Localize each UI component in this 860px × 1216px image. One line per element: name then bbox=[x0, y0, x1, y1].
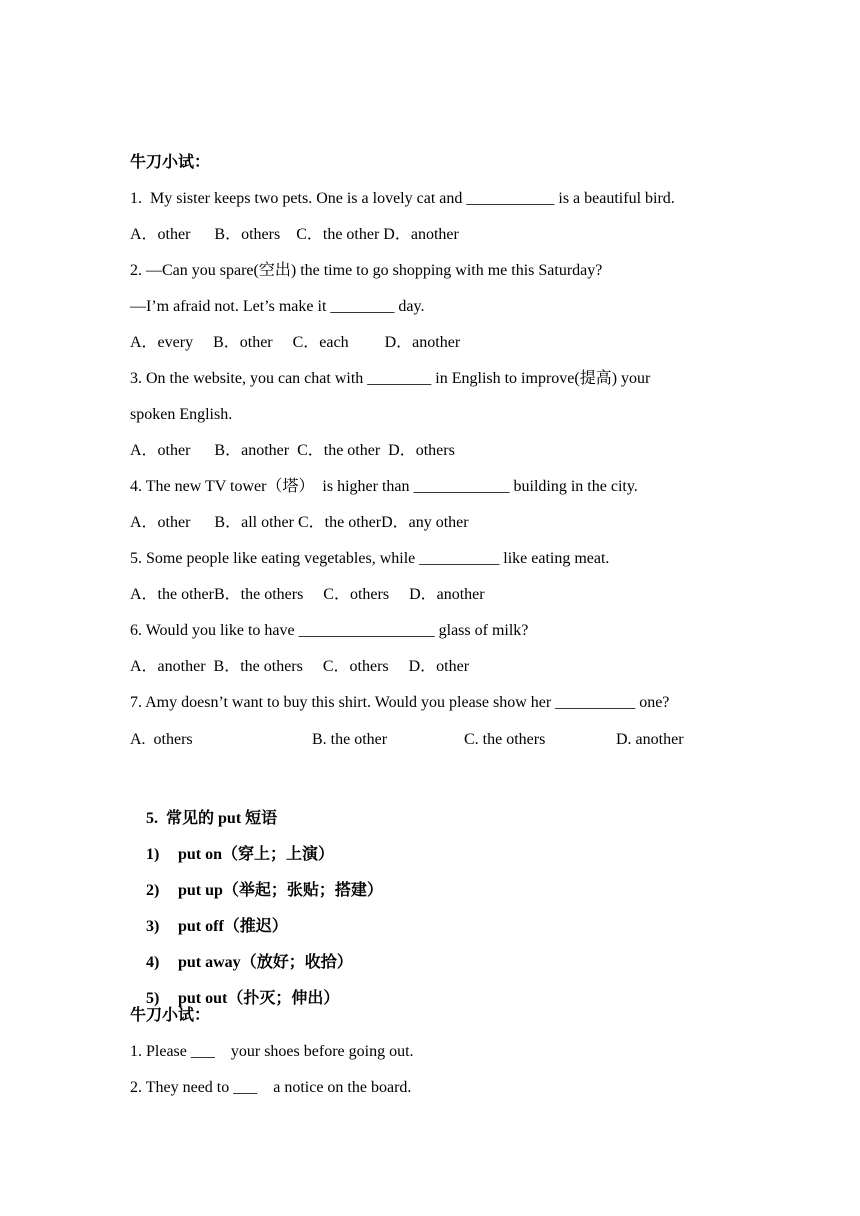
question-2-line-2: —I’m afraid not. Let’s make it ________ day. bbox=[130, 298, 425, 315]
question-5: 5. Some people like eating vegetables, while __________ like eating meat. bbox=[130, 550, 610, 567]
phrase: put up bbox=[178, 882, 223, 899]
phrase: put off bbox=[178, 918, 224, 935]
question-1: 1. My sister keeps two pets. One is a lovely cat and ___________ is a beautiful bird. bbox=[130, 190, 675, 207]
question-4: 4. The new TV tower（塔） is higher than ____________ building in the city. bbox=[130, 478, 638, 495]
phrase: put away bbox=[178, 954, 241, 971]
question-7: 7. Amy doesn’t want to buy this shirt. Would you please show her __________ one? bbox=[130, 694, 670, 711]
question-6: 6. Would you like to have _________________ glass of milk? bbox=[130, 622, 529, 639]
phrase: put on bbox=[178, 846, 223, 863]
question-1-options: A．other B．others C．the other D．another bbox=[130, 226, 459, 243]
phrase-meaning: （举起；张贴；搭建） bbox=[222, 882, 383, 899]
practice-heading: 牛刀小试： bbox=[130, 1007, 211, 1024]
question-3-line-2: spoken English. bbox=[130, 406, 233, 423]
section-heading: 牛刀小试： bbox=[130, 154, 211, 171]
practice-question-2: 2. They need to ___ a notice on the board. bbox=[130, 1079, 412, 1096]
question-6-options: A．another B．the others C．others D．other bbox=[130, 658, 470, 675]
phrase-meaning: （放好；收拾） bbox=[240, 954, 353, 971]
section-title-prefix: 5. 常见的 bbox=[146, 810, 219, 827]
phrase-number: 1) bbox=[146, 846, 160, 863]
phrase-meaning: （穿上；上演） bbox=[222, 846, 335, 863]
section-title-suffix: 短语 bbox=[241, 810, 278, 827]
question-3-options: A．other B．another C．the other D．others bbox=[130, 442, 455, 459]
question-7-option-c: C. the others bbox=[464, 731, 546, 748]
phrase-number: 5) bbox=[146, 990, 160, 1007]
phrase-number: 4) bbox=[146, 954, 160, 971]
question-7-option-d: D. another bbox=[616, 731, 684, 748]
phrase-meaning: （推迟） bbox=[223, 918, 288, 935]
phrase-number: 2) bbox=[146, 882, 160, 899]
phrase-number: 3) bbox=[146, 918, 160, 935]
question-2-line-1: 2. —Can you spare(空出) the time to go shopping with me this Saturday? bbox=[130, 262, 603, 279]
question-4-options: A．other B．all other C．the otherD．any other bbox=[130, 514, 469, 531]
question-5-options: A．the otherB．the others C．others D．another bbox=[130, 586, 485, 603]
section-title-keyword: put bbox=[218, 810, 242, 827]
phrase: put out bbox=[178, 990, 228, 1007]
question-2-options: A．every B．other C．each D．another bbox=[130, 334, 461, 351]
phrase-meaning: （扑灭；伸出） bbox=[227, 990, 340, 1007]
question-7-option-b: B. the other bbox=[312, 731, 388, 748]
practice-question-1: 1. Please ___ your shoes before going out. bbox=[130, 1043, 414, 1060]
question-3-line-1: 3. On the website, you can chat with ________ in English to improve(提高) your bbox=[130, 370, 651, 387]
question-7-option-a: A. others bbox=[130, 731, 193, 748]
